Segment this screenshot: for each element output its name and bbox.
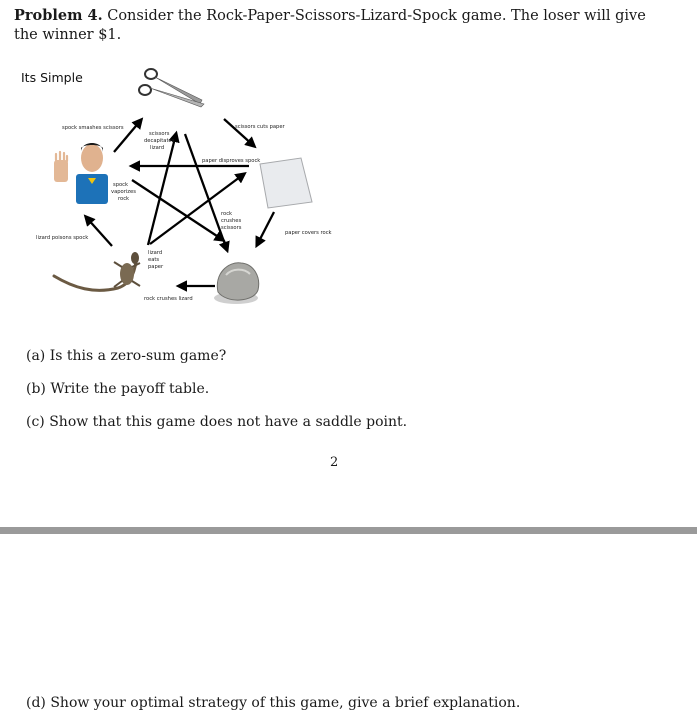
question-b: (b) Write the payoff table.	[26, 381, 210, 397]
label-lizard-eats-paper-3: paper	[148, 264, 164, 270]
figure-title: Its Simple	[21, 70, 83, 85]
label-lizard-eats-paper-2: eats	[148, 257, 160, 263]
diagram-graphic	[14, 62, 334, 322]
label-spock-vaporizes-rock-2: vaporizes	[111, 189, 136, 195]
spock-image	[54, 143, 108, 204]
lizard-image	[54, 252, 140, 290]
label-rock-crushes-scissors-3: scissors	[221, 225, 242, 231]
problem-statement	[14, 6, 674, 45]
label-lizard-eats-paper-1: lizard	[148, 250, 163, 256]
label-scissors-decapitates-lizard-3: lizard	[150, 145, 165, 151]
rpsls-diagram	[14, 62, 334, 322]
label-spock-vaporizes-rock-1: spock	[113, 182, 129, 188]
label-spock-vaporizes-rock-3: rock	[118, 196, 130, 202]
page-divider	[0, 527, 697, 534]
label-scissors-decapitates-lizard-2: decapitates	[144, 138, 175, 144]
rock-image	[214, 263, 259, 304]
label-lizard-poisons-spock: lizard poisons spock	[36, 235, 89, 241]
question-a: (a) Is this a zero-sum game?	[26, 348, 227, 364]
label-paper-disproves-spock: paper disproves spock	[202, 158, 261, 164]
label-paper-covers-rock: paper covers rock	[285, 230, 332, 236]
label-spock-smashes-scissors: spock smashes scissors	[62, 125, 124, 131]
problem-number: Problem 4.	[14, 7, 103, 24]
arrow-paper-rock	[257, 212, 274, 245]
label-rock-crushes-scissors-2: crushes	[221, 218, 242, 224]
paper-image	[260, 158, 312, 208]
scissors-image	[139, 69, 204, 107]
label-rock-crushes-scissors-1: rock	[221, 211, 233, 217]
label-rock-crushes-lizard: rock crushes lizard	[144, 296, 193, 302]
arrow-spock-rock	[132, 180, 223, 240]
label-scissors-cuts-paper: scissors cuts paper	[235, 124, 285, 130]
arrow-lizard-spock	[86, 217, 112, 246]
label-scissors-decapitates-lizard-1: scissors	[149, 131, 170, 137]
page-number: 2	[330, 455, 339, 470]
problem-text: Consider the Rock-Paper-Scissors-Lizard-Spock game. The loser will give the winner $1.	[14, 8, 646, 43]
question-d: (d) Show your optimal strategy of this game, give a brief explanation.	[26, 695, 521, 711]
question-c: (c) Show that this game does not have a saddle point.	[26, 414, 408, 430]
